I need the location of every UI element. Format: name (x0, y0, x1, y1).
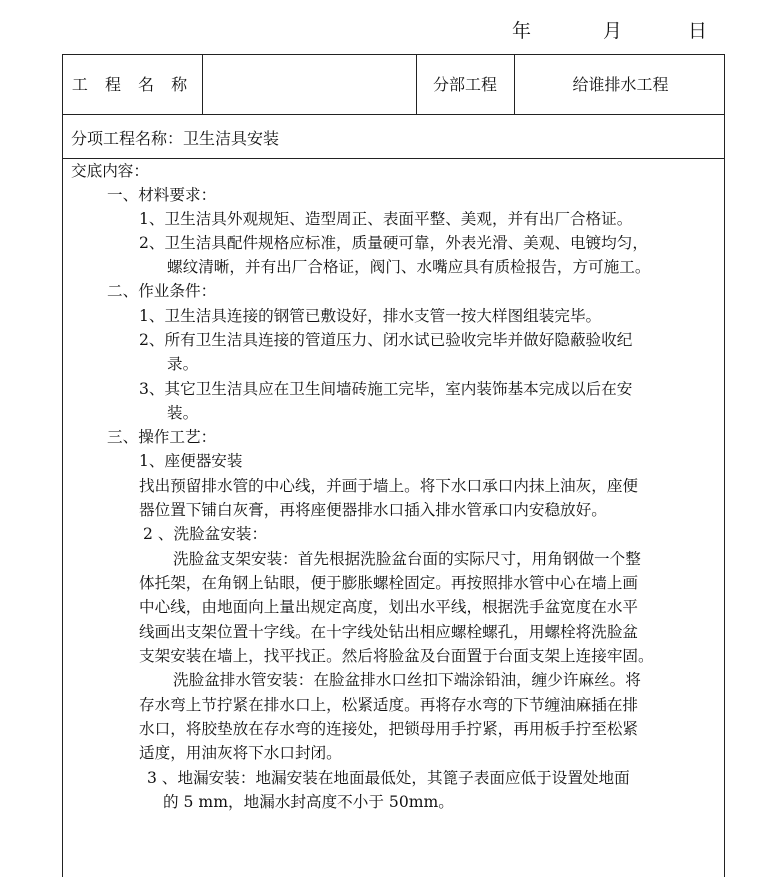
content-line: 3 、地漏安装：地漏安装在地面最低处，其篦子表面应低于设置处地面 (147, 769, 630, 787)
section-heading: 三、操作工艺： (107, 428, 217, 446)
content-line: 2、卫生洁具配件规格应标准，质量硬可靠，外表光滑、美观、电镀均匀， (139, 234, 648, 252)
content-line: 线画出支架位置十字线。在十字线处钻出相应螺栓螺孔，用螺栓将洗脸盆 (139, 623, 639, 641)
content-line: 1、座便器安装 (139, 452, 243, 470)
content-line: 适度，用油灰将下水口封闭。 (139, 744, 342, 762)
content-line: 2、所有卫生洁具连接的管道压力、闭水试已验收完毕并做好隐蔽验收纪 (139, 331, 633, 349)
content-line: 螺纹清晰，并有出厂合格证，阀门、水嘴应具有质检报告，方可施工。 (167, 258, 651, 276)
content-line: 装。 (167, 404, 199, 422)
content-line: 2 、洗脸盆安装： (143, 525, 268, 543)
date-month: 月 (603, 20, 623, 42)
content-line: 3、其它卫生洁具应在卫生间墙砖施工完毕，室内装饰基本完成以后在安 (139, 380, 633, 398)
content-line: 1、卫生洁具连接的钢管已敷设好，排水支管一按大样图组装完毕。 (139, 307, 602, 325)
date-day: 日 (688, 20, 708, 42)
content-line: 1、卫生洁具外观规矩、造型周正、表面平整、美观，并有出厂合格证。 (139, 210, 633, 228)
project-name-value (203, 55, 416, 114)
content-line: 洗脸盆排水管安装：在脸盆排水口丝扣下端涂铅油，缠少许麻丝。将 (173, 671, 641, 689)
content-line: 中心线，由地面向上量出规定高度，划出水平线，根据洗手盆宽度在水平 (139, 598, 639, 616)
content-line: 洗脸盆支架安装：首先根据洗脸盆台面的实际尺寸，用角钢做一个整 (173, 550, 641, 568)
content-line: 找出预留排水管的中心线，并画于墙上。将下水口承口内抹上油灰，座便 (139, 477, 639, 495)
disclosure-form (62, 54, 725, 877)
date-year: 年 (512, 20, 532, 42)
section-heading: 二、作业条件： (107, 282, 217, 300)
header-row (63, 55, 724, 115)
content-line: 存水弯上节拧紧在排水口上，松紧适度。再将存水弯的下节缠油麻插在排 (139, 696, 639, 714)
content-line: 的 5 mm，地漏水封高度不小于 50mm。 (163, 793, 454, 811)
date-line (0, 14, 780, 44)
content-line: 器位置下铺白灰膏，再将座便器排水口插入排水管承口内安稳放好。 (139, 501, 607, 519)
content-title: 交底内容： (71, 162, 149, 180)
subitem-name: 分项工程名称：卫生洁具安装 (71, 129, 280, 148)
section-heading: 一、材料要求： (107, 186, 217, 204)
division-value: 给谁排水工程 (572, 75, 669, 94)
subitem-row (63, 115, 724, 159)
content-line: 体托架，在角钢上钻眼，便于膨胀螺栓固定。再按照排水管中心在墙上画 (139, 574, 639, 592)
project-name-label: 工 程 名 称 (71, 75, 194, 94)
content-line: 录。 (167, 355, 199, 373)
division-label: 分部工程 (432, 75, 497, 94)
content-line: 水口，将胶垫放在存水弯的连接处，把锁母用手拧紧，再用板手拧至松紧 (139, 720, 639, 738)
content-line: 支架安装在墙上，找平找正。然后将脸盆及台面置于台面支架上连接牢固。 (139, 647, 654, 665)
